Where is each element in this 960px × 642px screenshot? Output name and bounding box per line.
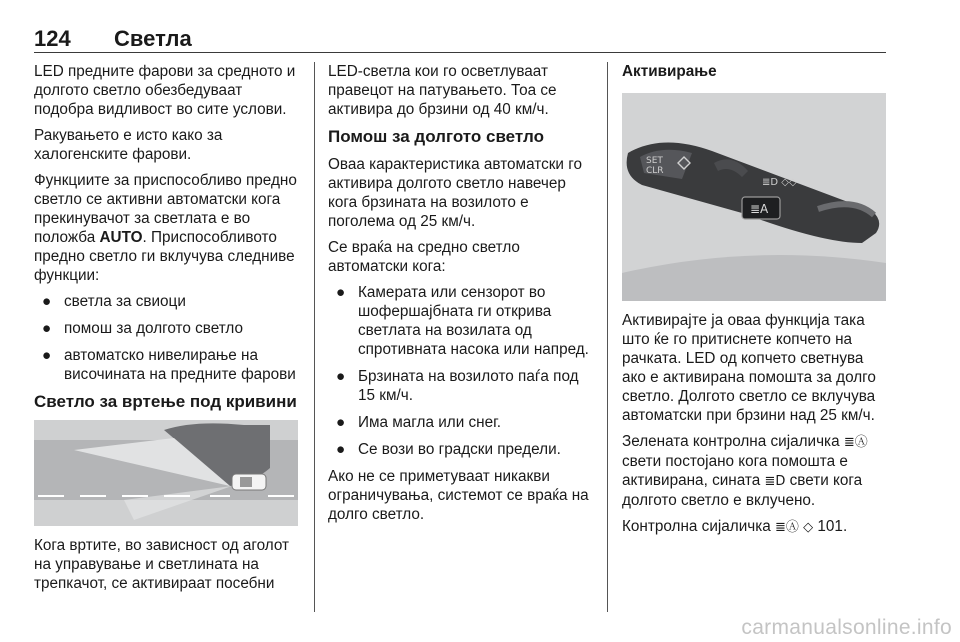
column-divider xyxy=(607,62,608,612)
paragraph: Ракувањето е исто како за халогенските фарови. xyxy=(34,127,223,163)
list-item: ● автоматско нивелирање на височината на предните фарови xyxy=(42,347,296,383)
svg-text:≣D ◇◇: ≣D ◇◇ xyxy=(762,177,797,188)
section-heading: Помош за долгото светло xyxy=(328,127,544,146)
column-2 xyxy=(328,62,596,531)
column-3 xyxy=(622,62,888,544)
auto-highbeam-lamp-icon: ≣Ⓐ xyxy=(843,435,868,450)
bullet-icon: ● xyxy=(42,320,52,337)
page-reference-icon: ◇ xyxy=(803,520,814,535)
auto-highbeam-lamp-icon: ≣Ⓐ xyxy=(775,520,799,535)
bullet-icon: ● xyxy=(336,414,346,431)
paragraph: Се враќа на средно светло автоматски кога: xyxy=(328,239,520,275)
cornering-light-illustration xyxy=(34,420,298,526)
svg-text:≣A: ≣A xyxy=(750,202,769,216)
paragraph: Контролна сијаличка ≣Ⓐ ◇ 101. xyxy=(622,518,848,535)
paragraph: Активирајте ја оваа функција така што ќе го притиснете копчето на рачката. LED од копчето светнува ако е активирана помошта за долго светло. Долгото светло се вклучува автоматски при брзини над 25 км/ч. xyxy=(622,312,876,424)
list-item: ● Има магла или снег. xyxy=(336,414,502,431)
list-item: ● Се вози во градски предели. xyxy=(336,441,561,458)
paragraph: Функциите за приспособливо предно светло се активни автоматски кога прекинувачот за светлата е во положба AUTO. Приспособливото предно светло ги вклучува следниве функции: xyxy=(34,172,297,284)
condition-list xyxy=(328,283,596,459)
highbeam-lamp-icon: ≣D xyxy=(764,474,786,489)
auto-label: AUTO xyxy=(99,229,143,246)
function-list xyxy=(34,292,302,384)
light-switch-stalk-illustration xyxy=(622,93,886,301)
bullet-icon: ● xyxy=(42,293,52,310)
bullet-icon: ● xyxy=(336,284,346,301)
svg-text:CLR: CLR xyxy=(646,166,664,176)
list-item: ● Брзината на возилото паѓа под 15 км/ч. xyxy=(336,368,579,404)
bullet-icon: ● xyxy=(42,347,52,364)
column-divider xyxy=(314,62,315,612)
list-item: ● помош за долгото светло xyxy=(42,320,244,337)
list-item: ● светла за свиоци xyxy=(42,293,186,310)
paragraph: Зелената контролна сијаличка ≣Ⓐ свети постојано кога помошта е активирана, сината ≣D свети кога долгото светло е вклучено. xyxy=(622,433,868,509)
figure-caption: Кога вртите, во зависност од аголот на управување и светлината на трепкачот, се активираат посебни xyxy=(34,537,290,592)
section-heading: Светло за вртење под кривини xyxy=(34,392,297,411)
paragraph: LED предните фарови за средното и долгото светло обезбедуваат подобра видливост во сите услови. xyxy=(34,63,296,118)
list-item: ● Камерата или сензорот во шофершајбната ги открива светлата на возилата од спротивната насока или напред. xyxy=(336,284,589,358)
page-number: 124 xyxy=(34,26,71,51)
svg-text:SET: SET xyxy=(646,156,663,166)
page-header xyxy=(34,26,886,53)
column-1 xyxy=(34,62,302,600)
section-heading: Активирање xyxy=(622,63,717,80)
paragraph: LED-светла кои го осветлуваат правецот на патувањето. Тоа се активира до брзини од 40 км/ч. xyxy=(328,63,557,118)
section-title: Светла xyxy=(114,26,192,51)
watermark: carmanualsonline.info xyxy=(741,616,952,639)
page-reference-link[interactable]: 101. xyxy=(817,518,848,535)
paragraph: Оваа карактеристика автоматски го активира долгото светло навечер кога брзината на возилото е поголема од 25 км/ч. xyxy=(328,156,582,230)
bullet-icon: ● xyxy=(336,441,346,458)
bullet-icon: ● xyxy=(336,368,346,385)
paragraph: Ако не се приметуваат никакви ограничувања, системот се враќа на долго светло. xyxy=(328,468,589,523)
